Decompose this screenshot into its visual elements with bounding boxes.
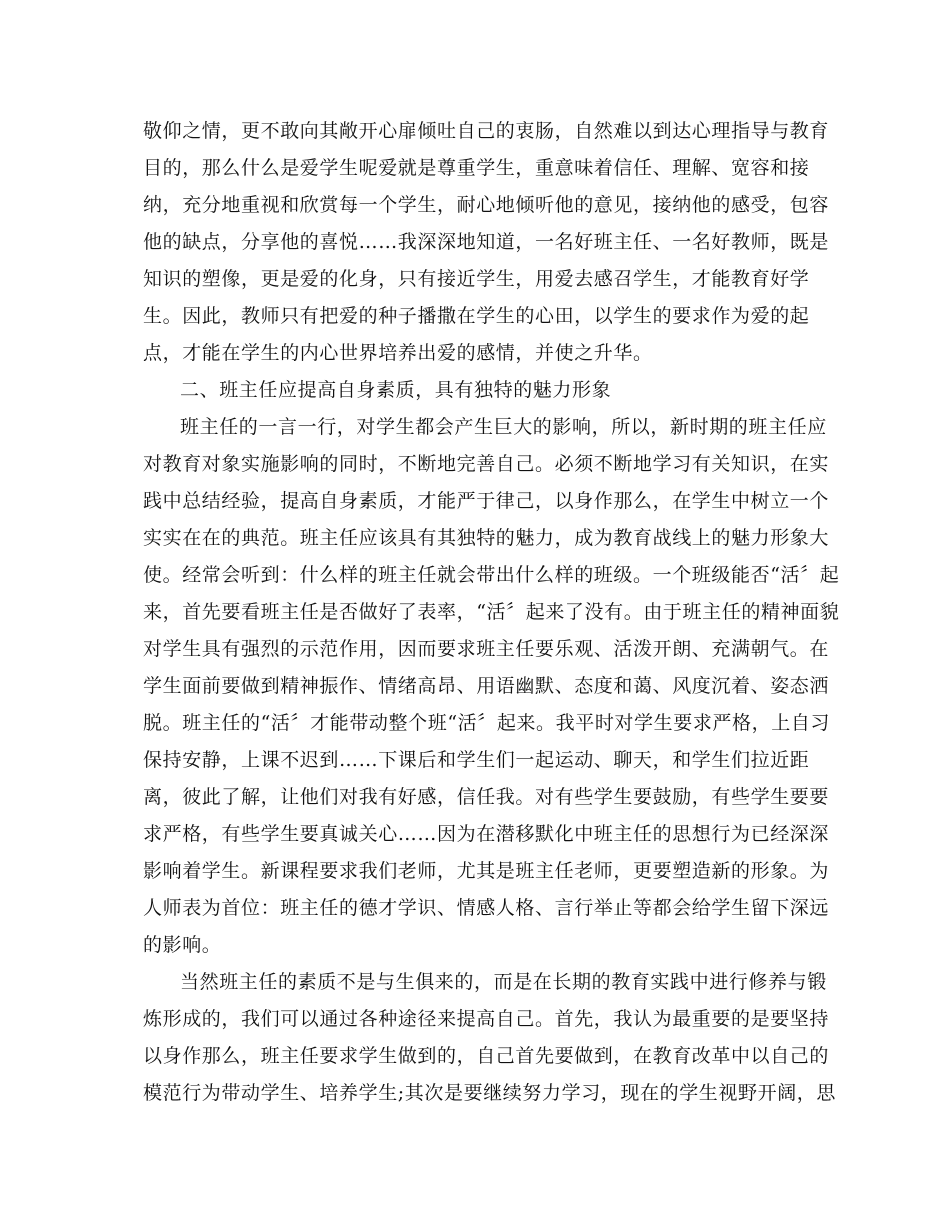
text-line: 践中总结经验，提高自身素质，才能严于律己，以身作那么，在学生中树立一个 (143, 490, 830, 512)
text-line: 生。因此，教师只有把爱的种子播撒在学生的心田，以学生的要求作为爱的起 (143, 305, 810, 327)
text-line: 保持安静，上课不迟到……下课后和学生们一起运动、聊天，和学生们拉近距 (143, 749, 810, 771)
text-line: 脱。班主任的“活〞才能带动整个班“活〞起来。我平时对学生要求严格，上自习 (143, 712, 831, 734)
text-line: 班主任的一言一行，对学生都会产生巨大的影响，所以，新时期的班主任应 (180, 416, 827, 438)
text-line: 炼形成的，我们可以通过各种途径来提高自己。首先，我认为最重要的是要坚持 (143, 1008, 830, 1030)
text-line: 知识的塑像，更是爱的化身，只有接近学生，用爱去感召学生，才能教育好学 (143, 268, 810, 290)
text-line: 实实在在的典范。班主任应该具有其独特的魅力，成为教育战线上的魅力形象大 (143, 527, 830, 549)
text-line: 纳，充分地重视和欣赏每一个学生，耐心地倾听他的意见，接纳他的感受，包容 (143, 194, 830, 216)
text-line: 求严格，有些学生要真诚关心……因为在潜移默化中班主任的思想行为已经深深 (143, 823, 830, 845)
text-line: 使。经常会听到：什么样的班主任就会带出什么样的班级。一个班级能否“活〞起 (143, 564, 840, 586)
text-line: 模范行为带动学生、培养学生;其次是要继续努力学习，现在的学生视野开阔，思 (143, 1082, 837, 1104)
text-line: 来，首先要看班主任是否做好了表率，“活〞起来了没有。由于班主任的精神面貌 (143, 601, 840, 623)
text-line: 当然班主任的素质不是与生俱来的，而是在长期的教育实践中进行修养与锻 (180, 971, 827, 993)
text-line: 人师表为首位：班主任的德才学识、情感人格、言行举止等都会给学生留下深远 (143, 897, 830, 919)
text-line: 以身作那么，班主任要求学生做到的，自己首先要做到，在教育改革中以自己的 (143, 1045, 830, 1067)
text-line: 对教育对象实施影响的同时，不断地完善自己。必须不断地学习有关知识，在实 (143, 453, 830, 475)
text-line: 离，彼此了解，让他们对我有好感，信任我。对有些学生要鼓励，有些学生要要 (143, 786, 830, 808)
text-line: 他的缺点，分享他的喜悦……我深深地知道，一名好班主任、一名好教师，既是 (143, 231, 830, 253)
text-line: 学生面前要做到精神振作、情绪高昂、用语幽默、态度和蔼、风度沉着、姿态洒 (143, 675, 830, 697)
text-line: 的影响。 (143, 934, 222, 956)
text-line: 影响着学生。新课程要求我们老师，尤其是班主任老师，更要塑造新的形象。为 (143, 860, 830, 882)
text-line: 点，才能在学生的内心世界培养出爱的感情，并使之升华。 (143, 342, 653, 364)
section-heading: 二、班主任应提高自身素质，具有独特的魅力形象 (180, 379, 612, 401)
text-line: 敬仰之情，更不敢向其敞开心扉倾吐自己的衷肠，自然难以到达心理指导与教育 (143, 120, 830, 142)
text-line: 目的，那么什么是爱学生呢爱就是尊重学生，重意味着信任、理解、宽容和接 (143, 157, 810, 179)
text-line: 对学生具有强烈的示范作用，因而要求班主任要乐观、活泼开朗、充满朝气。在 (143, 638, 830, 660)
